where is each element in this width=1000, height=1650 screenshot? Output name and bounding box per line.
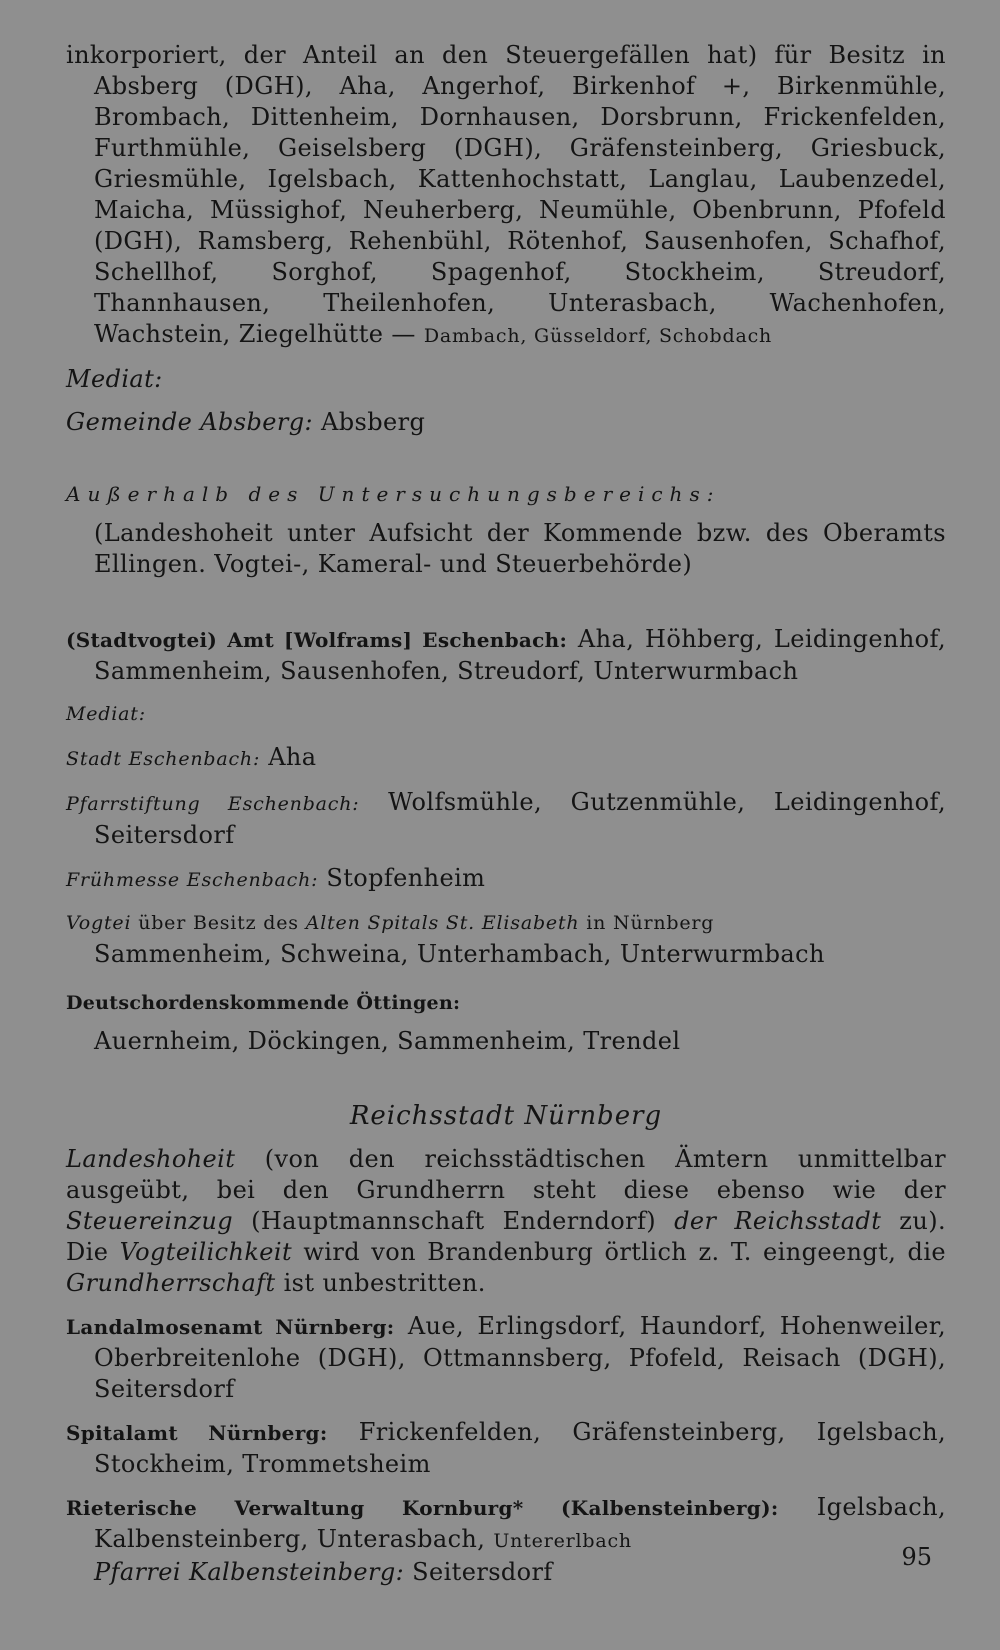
vogtei-heading	[66, 908, 946, 939]
vogtei-text: Sammenheim, Schweina, Unterhambach, Unterwurmbach	[94, 940, 825, 968]
gemeinde-text: Absberg	[321, 408, 426, 436]
gemeinde-label: Gemeinde Absberg:	[66, 408, 313, 436]
spitalamt-entry	[66, 1417, 946, 1480]
pfarrstiftung-label: Pfarrstiftung Eschenbach:	[66, 793, 360, 815]
landeshoheit-t7: Vogteilichkeit	[119, 1238, 293, 1266]
pfarrei-label: Pfarrei Kalbensteinberg:	[94, 1558, 405, 1586]
mediat-heading-1: Mediat:	[66, 365, 163, 393]
landeshoheit-t6: zu). Die	[66, 1207, 946, 1266]
fruehmesse-label: Frühmesse Eschenbach:	[66, 869, 319, 891]
landeshoheit-t10: ist unbestritten.	[275, 1269, 486, 1297]
landeshoheit-t4: (Hauptmannschaft Enderndorf)	[233, 1207, 675, 1235]
landeshoheit-t8: wird von Brandenburg örtlich z. T. eingeengt, die	[292, 1238, 946, 1266]
pfarrstiftung-text: Wolfsmühle, Gutzenmühle, Leidingenhof, Seitersdorf	[94, 788, 946, 849]
landeshoheit-t1: Landeshoheit	[66, 1145, 236, 1173]
landalmosenamt-label: Landalmosenamt Nürnberg:	[66, 1315, 395, 1339]
landeshoheit-t3: Steuereinzug	[66, 1207, 234, 1235]
besitz-small-text: Dambach, Güsseldorf, Schobdach	[423, 325, 773, 347]
stadt-eschenbach	[66, 742, 946, 775]
ausserhalb-text: (Landeshoheit unter Aufsicht der Kommende bzw. des Oberamts Ellingen. Vogtei-, Kameral- und Steuerbehörde)	[94, 519, 946, 578]
ausserhalb-heading: Außerhalb des Untersuchungsbereichs:	[66, 482, 721, 506]
vogtei-mid: über Besitz des	[138, 912, 299, 934]
spitalamt-label: Spitalamt Nürnberg:	[66, 1421, 328, 1445]
rieterische-text: Igelsbach, Kalbensteinberg, Unterasbach,	[94, 1493, 946, 1553]
eschenbach-label: (Stadtvogtei) Amt [Wolframs] Eschenbach:	[66, 628, 568, 652]
landalmosenamt-entry	[66, 1311, 946, 1405]
pfarrei-text: Seitersdorf	[412, 1558, 553, 1586]
rieterische-label: Rieterische Verwaltung Kornburg* (Kalbensteinberg):	[66, 1496, 779, 1520]
page-content	[66, 40, 946, 1588]
rieterische-small: Untererlbach	[493, 1530, 632, 1552]
section-title: Reichsstadt Nürnberg	[349, 1101, 663, 1131]
stadt-text: Aha	[268, 743, 317, 771]
oettingen-label: Deutschordenskommende Öttingen:	[66, 992, 461, 1014]
fruehmesse-text: Stopfenheim	[326, 864, 486, 892]
landeshoheit-paragraph	[66, 1144, 946, 1299]
oettingen-text: Auernheim, Döckingen, Sammenheim, Trendel	[94, 1027, 681, 1055]
page-number: 95	[901, 1543, 932, 1571]
vogtei-spital: Alten Spitals St. Elisabeth	[305, 912, 580, 934]
vogtei-end: in Nürnberg	[586, 912, 715, 934]
landeshoheit-t5: der Reichsstadt	[674, 1207, 882, 1235]
spitalamt-text: Frickenfelden, Gräfensteinberg, Igelsbach, Stockheim, Trommetsheim	[94, 1418, 946, 1478]
fruehmesse-entry	[66, 863, 946, 896]
pfarrei-entry	[66, 1557, 946, 1588]
pfarrstiftung-entry	[66, 787, 946, 851]
besitz-paragraph	[66, 40, 946, 352]
stadt-label: Stadt Eschenbach:	[66, 748, 261, 770]
eschenbach-entry	[66, 624, 946, 687]
gemeinde-absberg	[66, 407, 946, 438]
besitz-text: inkorporiert, der Anteil an den Steuergefällen hat) für Besitz in Absberg (DGH), Aha, Angerhof, Birkenhof +, Birkenmühle, Brombach, Dittenheim, Dornhausen, Dorsbrunn, Frickenfelden, Furthmühle, Geiselsberg (DGH), Gräfensteinberg, Griesbuck, Griesmühle, Igelsbach, Kattenhochstatt, Langlau, Laubenzedel, Maicha, Müssighof, Neuherberg, Neumühle, Obenbrunn, Pfofeld (DGH), Ramsberg, Rehenbühl, Rötenhof, Sausenhofen, Schafhof, Schellhof, Sorghof, Spagenhof, Stockheim, Streudorf, Thannhausen, Theilenhofen, Unterasbach, Wachenhofen, Wachstein, Ziegelhütte —	[66, 41, 946, 348]
landeshoheit-t2: (von den reichsstädtischen Ämtern unmittelbar ausgeübt, bei den Grundherrn steht diese ebenso wie der	[66, 1145, 946, 1204]
vogtei-label: Vogtei	[66, 912, 132, 934]
mediat-heading-2: Mediat:	[66, 703, 146, 725]
rieterische-entry	[66, 1492, 946, 1557]
eschenbach-text: Aha, Höhberg, Leidingenhof, Sammenheim, Sausenhofen, Streudorf, Unterwurmbach	[94, 625, 946, 685]
landeshoheit-t9: Grundherrschaft	[66, 1269, 276, 1297]
landalmosenamt-text: Aue, Erlingsdorf, Haundorf, Hohenweiler, Oberbreitenlohe (DGH), Ottmannsberg, Pfofeld, Reisach (DGH), Seitersdorf	[94, 1312, 946, 1403]
